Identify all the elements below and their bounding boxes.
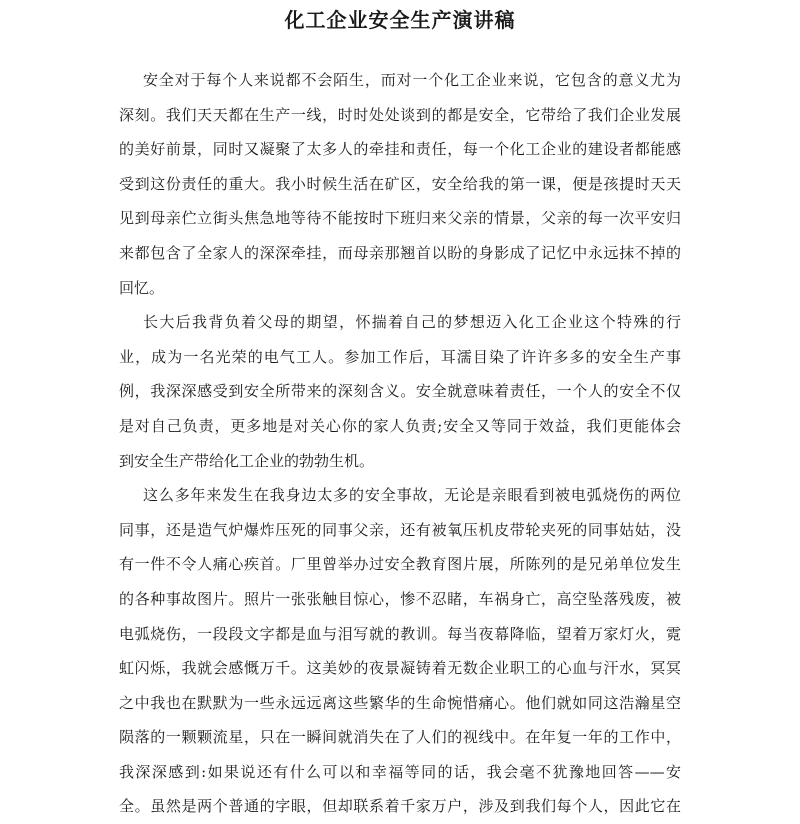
paragraph-line: 我深深感到:如果说还有什么可以和幸福等同的话，我会毫不犹豫地回答——安: [119, 762, 681, 781]
paragraph-line: 之中我也在默默为一些永远远离这些繁华的生命惋惜痛心。他们就如同这浩瀚星空: [119, 693, 681, 712]
paragraph-line: 来都包含了全家人的深深牵挂，而母亲那翘首以盼的身影成了记忆中永远抹不掉的: [119, 243, 681, 262]
paragraph-line: 陨落的一颗颗流星，只在一瞬间就消失在了人们的视线中。在年复一年的工作中，: [119, 728, 681, 747]
paragraph-line: 虹闪烁，我就会感慨万千。这美妙的夜景凝铸着无数企业职工的心血与汗水，冥冥: [119, 659, 681, 678]
paragraph-line: 见到母亲伫立街头焦急地等待不能按时下班归来父亲的情景，父亲的每一次平安归: [119, 209, 681, 228]
paragraph-line: 同事，还是造气炉爆炸压死的同事父亲，还有被氧压机皮带轮夹死的同事姑姑，没: [119, 520, 681, 539]
paragraph-line: 的各种事故图片。照片一张张触目惊心，惨不忍睹，车祸身亡，高空坠落残废，被: [119, 589, 681, 608]
paragraph-line: 例，我深深感受到安全所带来的深刻含义。安全就意味着责任，一个人的安全不仅: [119, 382, 681, 401]
paragraph: [119, 63, 681, 305]
paragraph-line: 长大后我背负着父母的期望，怀揣着自己的梦想迈入化工企业这个特殊的行: [143, 313, 681, 332]
paragraph-line: 这么多年来发生在我身边太多的安全事故，无论是亲眼看到被电弧烧伤的两位: [143, 486, 681, 505]
paragraph-line: 回忆。: [119, 278, 165, 297]
paragraph-line: 到安全生产带给化工企业的勃勃生机。: [119, 451, 375, 470]
document-title: 化工企业安全生产演讲稿: [284, 8, 516, 32]
paragraph-line: 安全对于每个人来说都不会陌生，而对一个化工企业来说，它包含的意义尤为: [143, 71, 681, 89]
paragraph-line: 全。虽然是两个普通的字眼，但却联系着千家万户，涉及到我们每个人，因此它在: [119, 797, 681, 816]
document-body: [119, 63, 681, 824]
paragraph-line: 电弧烧伤，一段段文字都是血与泪写就的教训。每当夜幕降临，望着万家灯火，霓: [119, 624, 681, 643]
paragraph-line: 的美好前景，同时又凝聚了太多人的牵挂和责任，每一个化工企业的建设者都能感: [119, 140, 681, 159]
paragraph-line: 业，成为一名光荣的电气工人。参加工作后，耳濡目染了许许多多的安全生产事: [119, 347, 681, 366]
paragraph-line: 受到这份责任的重大。我小时候生活在矿区，安全给我的第一课，便是孩提时天天: [119, 174, 681, 193]
paragraph: [119, 305, 681, 478]
paragraph: [119, 478, 681, 824]
paragraph-line: 有一件不令人痛心疾首。厂里曾举办过安全教育图片展，所陈列的是兄弟单位发生: [119, 555, 681, 574]
paragraph-line: 深刻。我们天天都在生产一线，时时处处谈到的都是安全，它带给了我们企业发展: [119, 105, 681, 124]
paragraph-line: 是对自己负责，更多地是对关心你的家人负责;安全又等同于效益，我们更能体会: [119, 416, 681, 435]
